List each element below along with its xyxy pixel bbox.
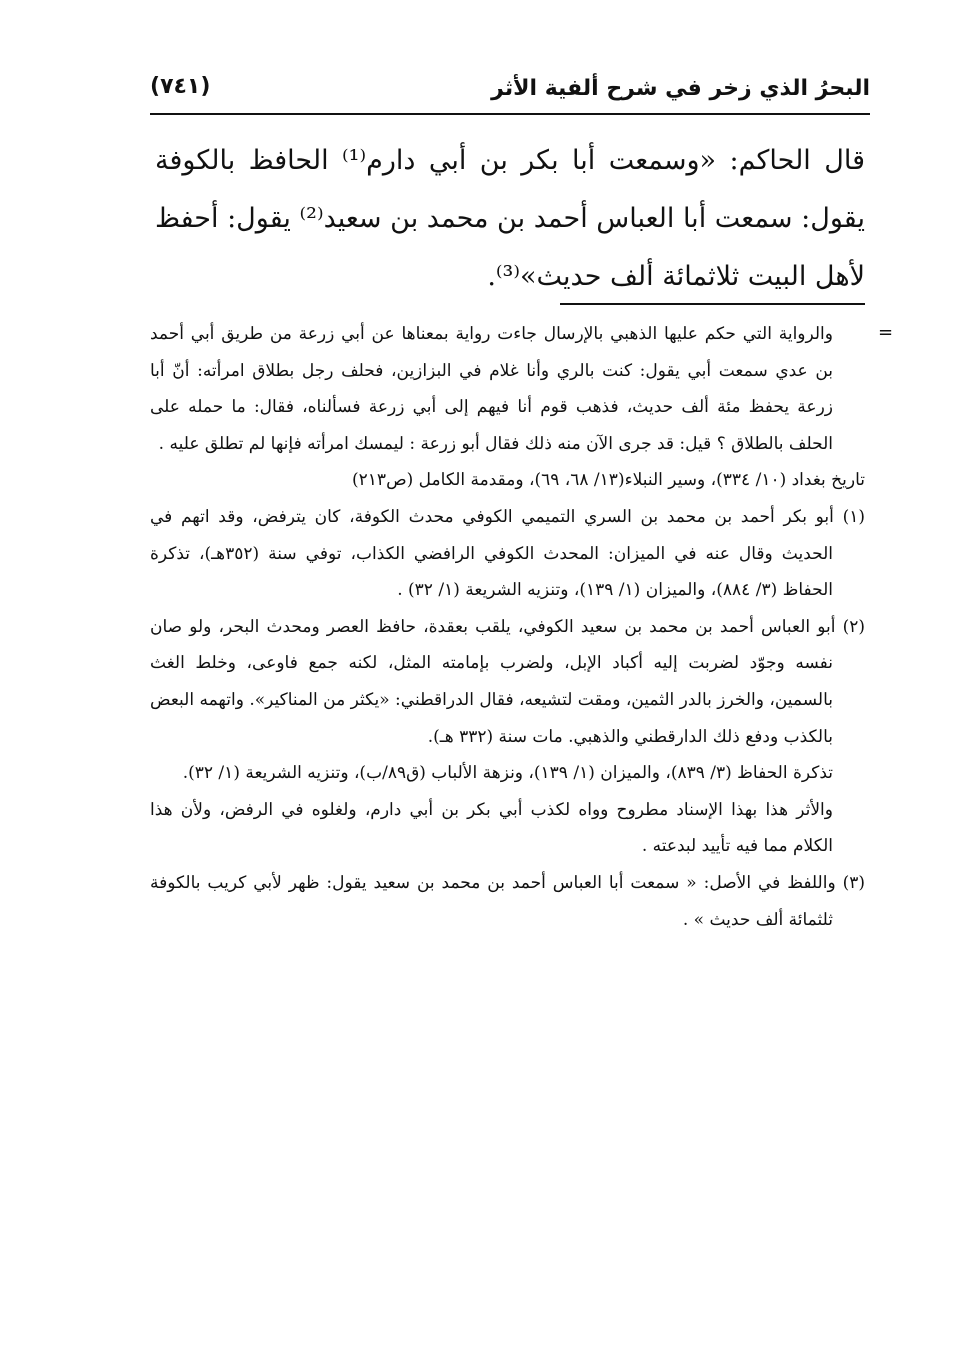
footnote-2-source: تذكرة الحفاظ (٣/ ٨٣٩)، والميزان (١/ ١٣٩)، ونزهة الألباب (ق٨٩/ب)، وتنزيه الشريعة (١/ ٣٢). [182, 763, 833, 784]
book-title: البحرُ الذي زخر في شرح ألفية الأثر [491, 76, 870, 101]
footnotes [150, 316, 865, 938]
main-paragraph: قال الحاكم: «وسمعت أبا بكر بن أبي دارم⁽¹⁾ الحافظ بالكوفة يقول: سمعت أبا العباس أحمد بن محمد بن سعيد⁽²⁾ يقول: أحفظ لأهل البيت ثلاثمائة ألف حديث»⁽³⁾. [155, 145, 865, 292]
footnote-continued-text: والرواية التي حكم عليها الذهبي بالإرسال جاءت رواية بمعناها عن أبي زرعة من طريق أبي أحمد بن عدي سمعت أبي يقول: كنت بالري وأنا غلام في البزازين، فحلف رجل بطلاق امرأته: أنّ أبا زرعة يحفظ مئة ألف حديث، فذهب قوم أنا فيهم إلى أبي زرعة فسألناه، فقال: ما حمله على الحلف بالطلاق ؟ قيل: قد جرى الآن منه ذلك فقال أبو زرعة : ليمسك امرأته فإنها لم تطلق عليه . [150, 324, 833, 454]
footnote-separator [560, 303, 865, 305]
main-text [155, 132, 865, 306]
header-rule [150, 113, 870, 115]
footnote-3: (٣) واللفظ في الأصل: « سمعت أبا العباس أحمد بن محمد بن سعيد يقول: ظهر لأبي كريب بالكوفة ثلثمائة ألف حديث » . [150, 872, 865, 930]
running-head [150, 72, 870, 112]
footnote-2-comment: والأثر هذا بهذا الإسناد مطروح وواه لكذب أبي بكر بن أبي دارم، ولغلوه في الرفض، ولأن هذا الكلام مما فيه تأييد لبدعته . [150, 799, 833, 857]
footnote-1: (١) أبو بكر أحمد بن محمد بن السري التميمي الكوفي محدث الكوفة، كان يترفض، وقد اتهم في الحديث وقال عنه في الميزان: المحدث الكوفي الرافضي الكذاب، توفي سنة (٣٥٢هـ)، تذكرة الحفاظ (٣/ ٨٨٤)، والميزان (١/ ١٣٩)، وتنزيه الشريعة (١/ ٣٢) . [150, 506, 865, 601]
footnote-continued-source: تاريخ بغداد (١٠/ ٣٣٤)، وسير النبلاء(١٣/ ٦٨، ٦٩)، ومقدمة الكامل (ص٢١٣) [352, 470, 865, 491]
continuation-mark: = [878, 322, 894, 343]
footnote-2: (٢) أبو العباس أحمد بن محمد بن سعيد الكوفي، يلقب بعقدة، حافظ العصر ومحدث البحر، ولو صان نفسه وجوّد لضربت إليه أكباد الإبل، ولضرب بإمامته المثل، لكنه جمع فاوعى، وخلط الغث بالسمين، والخرز بالدر الثمين، ومقت لتشيعه، فقال الدراقطني: «يكثر من المناكير». واتهمه البعض بالكذب ودفع ذلك الدارقطني والذهبي. مات سنة (٣٣٢ هـ). [150, 616, 865, 747]
page-number: (٧٤١) [150, 74, 211, 99]
